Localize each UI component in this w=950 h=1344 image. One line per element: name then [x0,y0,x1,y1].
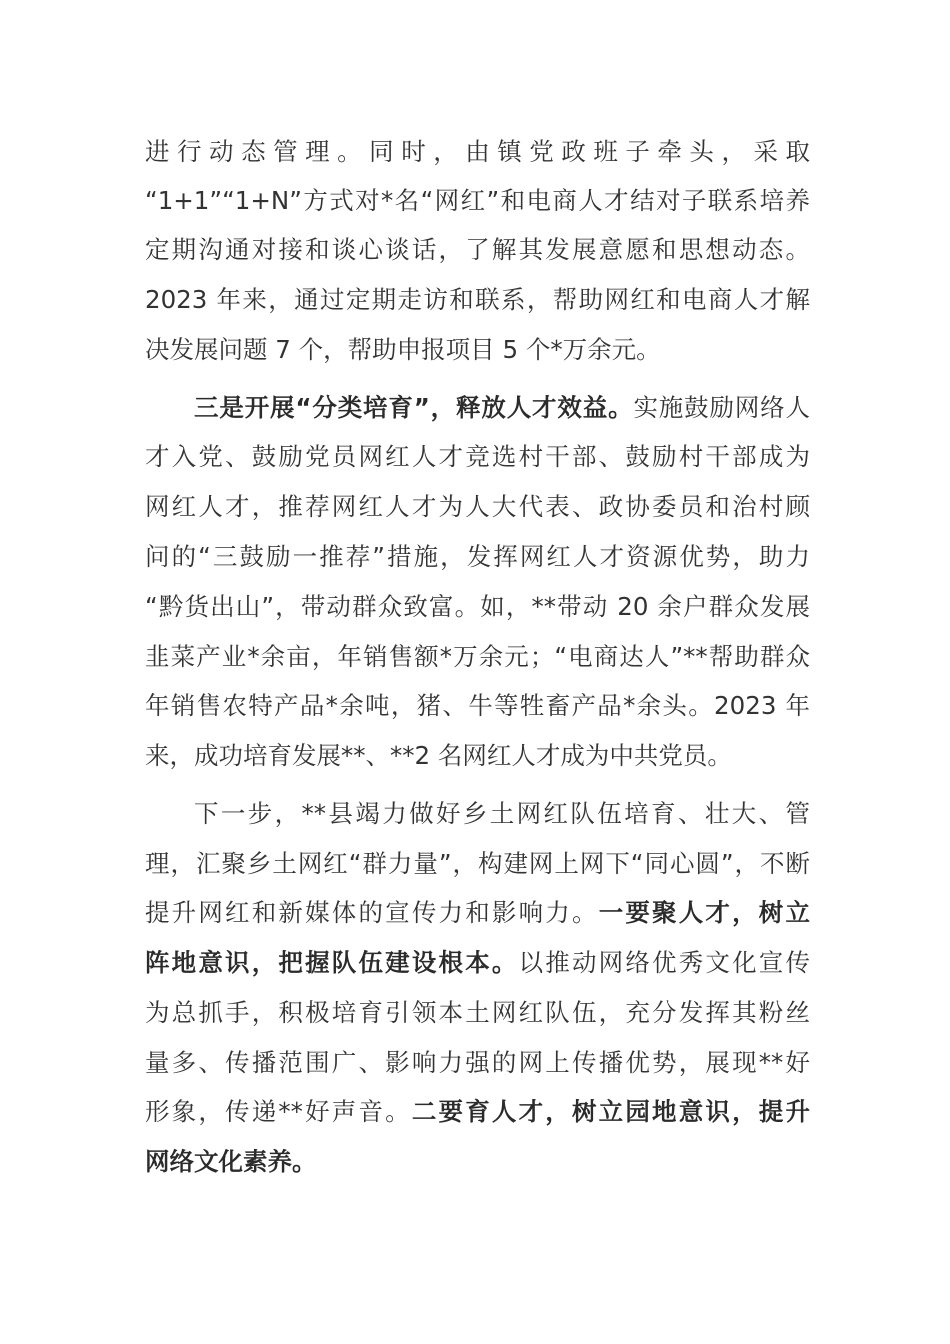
text-line-19 [145,1046,810,1080]
text-line-5 [145,333,810,367]
text-segment: “1+1”“1+N”方式对*名“网红”和电商人才结对子联系培养 [145,186,810,215]
text-segment: 定期沟通对接和谈心谈话，了解其发展意愿和思想动态。 [145,235,810,264]
text-line-13 [145,739,810,773]
text-line-12 [145,689,810,723]
text-segment: 问的“三鼓励一推荐”措施，发挥网红人才资源优势，助力 [145,542,810,571]
text-line-14 [194,797,810,831]
text-segment: 提升网红和新媒体的宣传力和影响力。 [145,898,599,927]
text-segment: 决发展问题 7 个，帮助申报项目 5 个*万余元。 [145,335,661,364]
text-line-10 [145,590,810,624]
text-line-8 [145,490,810,524]
text-segment: 为总抓手，积极培育引领本土网红队伍，充分发挥其粉丝 [145,998,810,1027]
bold-heading-segment: 网络文化素养。 [145,1147,317,1176]
text-segment: 进行动态管理。同时，由镇党政班子牵头，采取 [145,137,810,166]
text-line-21 [145,1145,810,1179]
text-line-11 [145,640,810,674]
bold-heading-segment: 三是开展“分类培育”，释放人才效益。 [194,393,634,422]
text-segment: “黔货出山”，带动群众致富。如，**带动 20 余户群众发展 [145,592,810,621]
text-segment: 下一步，**县竭力做好乡土网红队伍培育、壮大、管 [194,799,810,828]
text-line-15 [145,847,810,881]
bold-heading-segment: 一要聚人才，树立 [598,898,810,927]
text-line-4 [145,283,810,317]
text-segment: 2023 年来，通过定期走访和联系，帮助网红和电商人才解 [145,285,810,314]
text-segment: 韭菜产业*余亩，年销售额*万余元；“电商达人”**帮助群众 [145,642,810,671]
text-line-3 [145,233,810,267]
text-line-17 [145,946,810,980]
text-line-20 [145,1095,810,1129]
text-segment: 量多、传播范围广、影响力强的网上传播优势，展现**好 [145,1048,810,1077]
text-line-2 [145,184,810,218]
text-line-9 [145,540,810,574]
text-segment: 网红人才，推荐网红人才为人大代表、政协委员和治村顾 [145,492,810,521]
text-segment: 理，汇聚乡土网红“群力量”，构建网上网下“同心圆”，不断 [145,849,810,878]
text-segment: 才入党、鼓励党员网红人才竞选村干部、鼓励村干部成为 [145,442,810,471]
text-segment: 实施鼓励网络人 [633,393,811,422]
text-segment: 以推动网络优秀文化宣传 [518,948,810,977]
bold-heading-segment: 阵地意识，把握队伍建设根本。 [145,948,519,977]
text-line-1 [145,135,810,169]
text-segment: 来，成功培育发展**、**2 名网红人才成为中共党员。 [145,741,732,770]
text-line-16 [145,896,810,930]
text-segment: 形象，传递**好声音。 [145,1097,412,1126]
text-segment: 年销售农特产品*余吨，猪、牛等牲畜产品*余头。2023 年 [145,691,810,720]
bold-heading-segment: 二要育人才，树立园地意识，提升 [411,1097,810,1126]
text-line-18 [145,996,810,1030]
text-line-6 [194,391,810,425]
text-line-7 [145,440,810,474]
